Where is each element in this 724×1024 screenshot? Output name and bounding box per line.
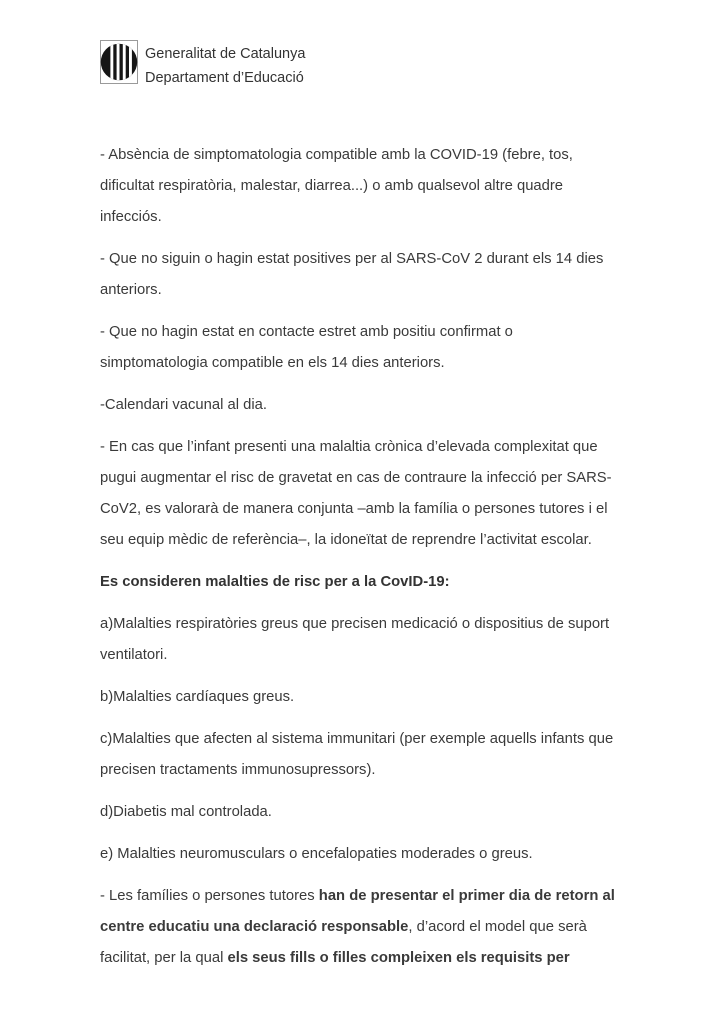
text-run-bold: els seus fills o filles compleixen els requisits per (227, 950, 570, 966)
paragraph-calendari-vacunal: -Calendari vacunal al dia. (100, 397, 267, 413)
paragraph-no-positius: - Que no siguin o hagin estat positives per al SARS-CoV 2 durant els 14 dies anteriors. (100, 251, 604, 298)
paragraph-absencia-simptomatologia: - Absència de simptomatologia compatible amb la COVID-19 (febre, tos, dificultat respiratòria, malestar, diarrea...) o amb qualsevol altre quadre infecciós. (100, 147, 573, 225)
section-heading-malalties-risc: Es consideren malalties de risc per a la CovID-19: (100, 574, 450, 590)
text-run: , d’acord el model que serà facilitat, per la qual (100, 919, 587, 966)
list-item-c-immunitari: c)Malalties que afecten al sistema immunitari (per exemple aquells infants que precisen tractaments immunosupressors). (100, 731, 614, 778)
list-item-a-respiratories: a)Malalties respiratòries greus que precisen medicació o dispositius de suport ventilatori. (100, 616, 610, 663)
list-item-e-neuromusculars: e) Malalties neuromusculars o encefalopaties moderades o greus. (100, 846, 533, 862)
list-item-b-cardiaques: b)Malalties cardíaques greus. (100, 689, 295, 705)
paragraph-no-contacte-estret: - Que no hagin estat en contacte estret amb positiu confirmat o simptomatologia compatible en els 14 dies anteriors. (100, 324, 513, 371)
paragraph-families-declaracio (100, 881, 624, 974)
header-text (145, 40, 305, 90)
paragraph-malaltia-cronica: - En cas que l’infant presenti una malaltia crònica d’elevada complexitat que pugui augmentar el risc de gravetat en cas de contraure la infecció per SARS-CoV2, es valorarà de manera conjunta –amb la família o persones tutores i el seu equip mèdic de referència–, la idoneïtat de reprendre l’activitat escolar. (100, 439, 612, 548)
generalitat-senyera-icon (100, 40, 138, 84)
document-header (100, 40, 626, 90)
text-run-bold: han de presentar el primer dia de retorn al centre educatiu una declaració responsable (100, 888, 615, 935)
text-run: - Les famílies o persones tutores (100, 888, 319, 904)
org-name: Generalitat de Catalunya (145, 46, 306, 62)
document-body (100, 140, 624, 974)
list-item-d-diabetis: d)Diabetis mal controlada. (100, 804, 272, 820)
dept-name: Departament d’Educació (145, 70, 304, 86)
